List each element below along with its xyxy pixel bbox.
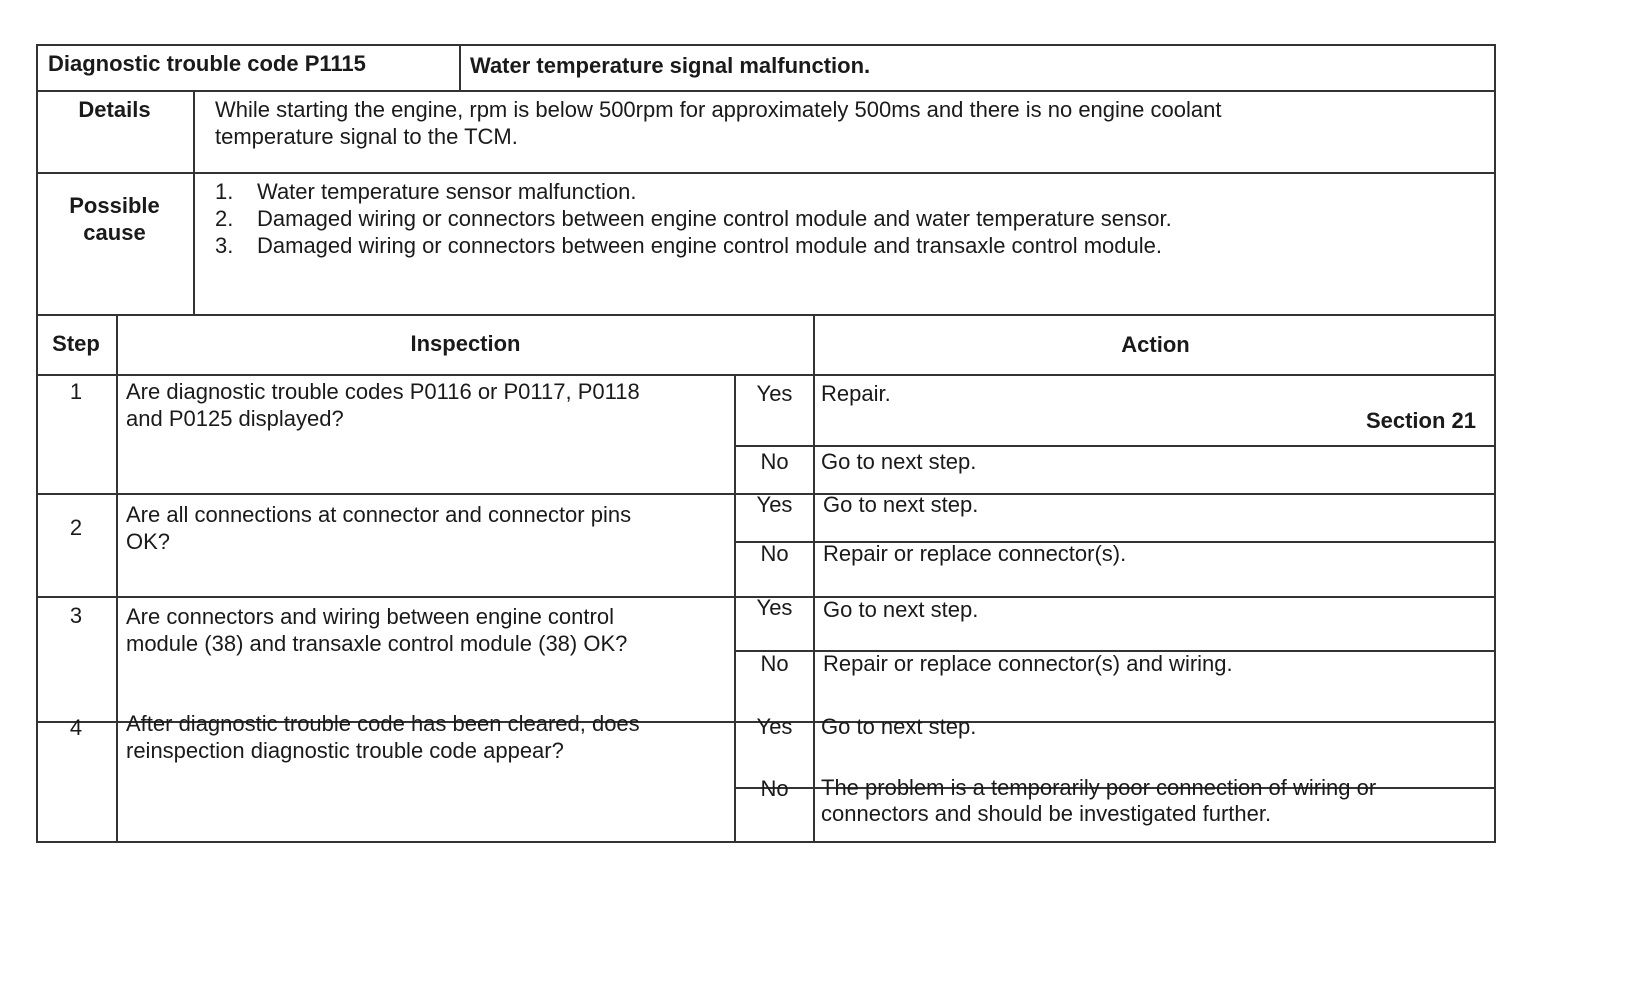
step1-yesno-rule — [734, 445, 1496, 447]
inspection-text-line1: Are connectors and wiring between engine control — [126, 604, 614, 629]
no-action: Go to next step. — [821, 449, 977, 474]
step-number: 2 — [69, 515, 83, 540]
no-label: No — [760, 449, 789, 474]
inspection-text-line2: OK? — [126, 529, 171, 554]
inspection-text-line1: Are all connections at connector and connector pins — [126, 502, 632, 527]
yes-action: Repair. — [821, 381, 891, 406]
details-bottom-rule — [36, 172, 1496, 174]
details-divider — [193, 90, 195, 316]
inspection-text-line2: reinspection diagnostic trouble code appear? — [126, 738, 564, 763]
step-number: 4 — [69, 715, 83, 740]
column-header-step: Step — [52, 331, 100, 356]
yes-label: Yes — [756, 492, 793, 517]
trouble-code-label: Diagnostic trouble code P1115 — [48, 51, 366, 76]
column-header-bottom-rule — [36, 374, 1496, 376]
possible-cause-label-line1: Possible — [69, 193, 160, 218]
cause-item: 3. Damaged wiring or connectors between engine control module and transaxle control module. — [215, 233, 1162, 258]
header-bottom-rule — [36, 90, 1496, 92]
table-border-top — [36, 44, 1496, 46]
no-label: No — [760, 541, 789, 566]
no-action-line2: connectors and should be investigated further. — [821, 801, 1272, 826]
yes-action: Go to next step. — [823, 597, 979, 622]
no-action-line1: The problem is a temporarily poor connection of wiring or — [821, 775, 1377, 800]
yes-label: Yes — [756, 595, 793, 620]
yes-label: Yes — [756, 714, 793, 739]
no-action: Repair or replace connector(s) and wiring. — [823, 651, 1233, 676]
column-header-action: Action — [1121, 332, 1190, 357]
details-label: Details — [78, 97, 151, 122]
step-number: 3 — [69, 603, 83, 628]
possible-cause-label-line2: cause — [83, 220, 146, 245]
cause-item: 2. Damaged wiring or connectors between engine control module and water temperature sensor. — [215, 206, 1172, 231]
yes-action: Go to next step. — [823, 492, 979, 517]
action-column-divider — [813, 314, 815, 843]
table-border-bottom — [36, 841, 1496, 843]
table-border-right — [1494, 44, 1496, 843]
inspection-text-line2: and P0125 displayed? — [126, 406, 344, 431]
step-column-divider — [116, 314, 118, 843]
inspection-text-line1: Are diagnostic trouble codes P0116 or P0117, P0118 — [126, 379, 640, 404]
column-header-inspection: Inspection — [410, 331, 521, 356]
no-label: No — [760, 651, 789, 676]
section-reference: Section 21 — [1365, 408, 1476, 433]
no-label: No — [760, 776, 789, 801]
header-divider — [459, 44, 461, 92]
inspection-text-line1: After diagnostic trouble code has been cleared, does — [126, 711, 640, 736]
possible-cause-list — [215, 178, 1172, 259]
no-action: Repair or replace connector(s). — [823, 541, 1127, 566]
step-number: 1 — [69, 379, 83, 404]
trouble-code-title: Water temperature signal malfunction. — [470, 53, 871, 78]
yes-action: Go to next step. — [821, 714, 977, 739]
details-text-line2: temperature signal to the TCM. — [215, 124, 518, 149]
inspection-text-line2: module (38) and transaxle control module (38) OK? — [126, 631, 628, 656]
details-text-line1: While starting the engine, rpm is below 500rpm for approximately 500ms and there is no engine coolant — [215, 97, 1222, 122]
yes-label: Yes — [756, 381, 793, 406]
cause-bottom-rule — [36, 314, 1496, 316]
cause-item: 1. Water temperature sensor malfunction. — [215, 179, 637, 204]
